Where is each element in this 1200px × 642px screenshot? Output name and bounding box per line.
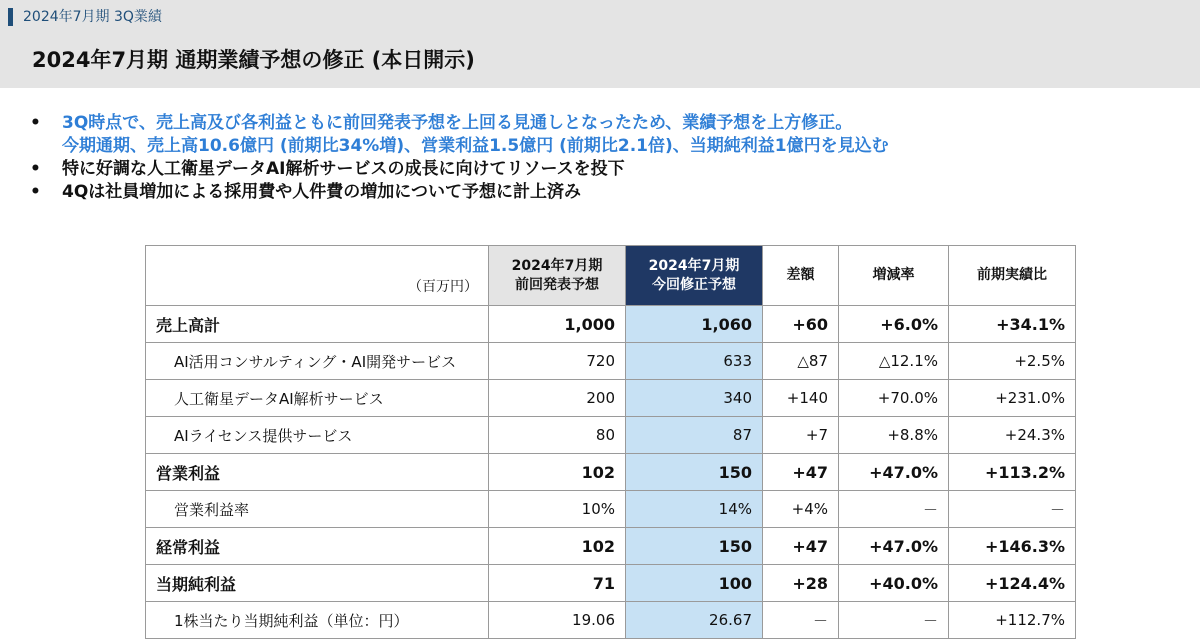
unit-label: （百万円） xyxy=(146,246,489,306)
cell-difference: +47 xyxy=(763,528,839,565)
row-label: AI活用コンサルティング・AI開発サービス xyxy=(146,343,489,380)
cell-change-rate: +47.0% xyxy=(839,454,949,491)
table-row xyxy=(146,306,1076,343)
cell-previous-forecast: 720 xyxy=(489,343,626,380)
table-row xyxy=(146,491,1076,528)
bullet-dot: • xyxy=(30,113,41,133)
cell-revised-forecast: 150 xyxy=(626,454,763,491)
cell-revised-forecast: 26.67 xyxy=(626,602,763,639)
cell-revised-forecast: 87 xyxy=(626,417,763,454)
table-row xyxy=(146,380,1076,417)
cell-previous-forecast: 102 xyxy=(489,454,626,491)
bullet-text: 4Qは社員増加による採用費や人件費の増加について予想に計上済み xyxy=(62,182,581,202)
col-header-previous-forecast: 2024年7月期 前回発表予想 xyxy=(489,246,626,306)
cell-change-rate: +47.0% xyxy=(839,528,949,565)
table-header-row xyxy=(146,246,1076,306)
row-label: 当期純利益 xyxy=(146,565,489,602)
cell-change-rate: +8.8% xyxy=(839,417,949,454)
cell-yoy: +34.1% xyxy=(949,306,1076,343)
cell-revised-forecast: 100 xyxy=(626,565,763,602)
cell-yoy: +113.2% xyxy=(949,454,1076,491)
financial-forecast-table xyxy=(145,245,1076,639)
row-label: 営業利益率 xyxy=(146,491,489,528)
cell-revised-forecast: 150 xyxy=(626,528,763,565)
col-header-difference: 差額 xyxy=(763,246,839,306)
col-header-revised-forecast: 2024年7月期 今回修正予想 xyxy=(626,246,763,306)
cell-yoy: +124.4% xyxy=(949,565,1076,602)
cell-previous-forecast: 80 xyxy=(489,417,626,454)
cell-change-rate: +6.0% xyxy=(839,306,949,343)
cell-previous-forecast: 19.06 xyxy=(489,602,626,639)
cell-difference: +60 xyxy=(763,306,839,343)
col-header-yoy: 前期実績比 xyxy=(949,246,1076,306)
bullet-item xyxy=(30,181,1180,204)
table-row xyxy=(146,528,1076,565)
cell-previous-forecast: 200 xyxy=(489,380,626,417)
cell-change-rate: +70.0% xyxy=(839,380,949,417)
cell-previous-forecast: 71 xyxy=(489,565,626,602)
cell-yoy: +112.7% xyxy=(949,602,1076,639)
table-row xyxy=(146,454,1076,491)
cell-yoy: － xyxy=(949,491,1076,528)
cell-yoy: +231.0% xyxy=(949,380,1076,417)
page-title: 2024年7月期 通期業績予想の修正 (本日開示) xyxy=(32,48,475,72)
cell-difference: +4% xyxy=(763,491,839,528)
cell-change-rate: △12.1% xyxy=(839,343,949,380)
table-row xyxy=(146,602,1076,639)
cell-difference: +7 xyxy=(763,417,839,454)
bullet-item xyxy=(30,158,1180,181)
cell-change-rate: － xyxy=(839,491,949,528)
bullet-dot: • xyxy=(30,182,41,202)
cell-difference: △87 xyxy=(763,343,839,380)
cell-change-rate: +40.0% xyxy=(839,565,949,602)
cell-yoy: +146.3% xyxy=(949,528,1076,565)
bullet-item xyxy=(30,112,1180,158)
page-header xyxy=(0,0,1200,88)
bullet-text: 3Q時点で、売上高及び各利益ともに前回発表予想を上回る見通しとなったため、業績予想を上方修正。 今期通期、売上高10.6億円 (前期比34%増)、営業利益1.5億円 (前期比2.1倍)、当期純利益1億円を見込む xyxy=(62,113,889,156)
cell-difference: +47 xyxy=(763,454,839,491)
table-row xyxy=(146,417,1076,454)
cell-difference: +140 xyxy=(763,380,839,417)
cell-yoy: +2.5% xyxy=(949,343,1076,380)
cell-revised-forecast: 340 xyxy=(626,380,763,417)
bullet-dot: • xyxy=(30,159,41,179)
cell-revised-forecast: 14% xyxy=(626,491,763,528)
section-label: 2024年7月期 3Q業績 xyxy=(8,8,162,26)
table-row xyxy=(146,343,1076,380)
cell-difference: － xyxy=(763,602,839,639)
row-label: 1株当たり当期純利益（単位：円） xyxy=(146,602,489,639)
cell-yoy: +24.3% xyxy=(949,417,1076,454)
row-label: 人工衛星データAI解析サービス xyxy=(146,380,489,417)
row-label: AIライセンス提供サービス xyxy=(146,417,489,454)
cell-difference: +28 xyxy=(763,565,839,602)
table-row xyxy=(146,565,1076,602)
cell-previous-forecast: 10% xyxy=(489,491,626,528)
row-label: 営業利益 xyxy=(146,454,489,491)
cell-change-rate: － xyxy=(839,602,949,639)
col-header-change-rate: 増減率 xyxy=(839,246,949,306)
cell-revised-forecast: 633 xyxy=(626,343,763,380)
bullet-text: 特に好調な人工衛星データAI解析サービスの成長に向けてリソースを投下 xyxy=(62,159,625,179)
cell-previous-forecast: 1,000 xyxy=(489,306,626,343)
row-label: 売上高計 xyxy=(146,306,489,343)
cell-previous-forecast: 102 xyxy=(489,528,626,565)
cell-revised-forecast: 1,060 xyxy=(626,306,763,343)
bullet-list xyxy=(30,112,1180,204)
row-label: 経常利益 xyxy=(146,528,489,565)
